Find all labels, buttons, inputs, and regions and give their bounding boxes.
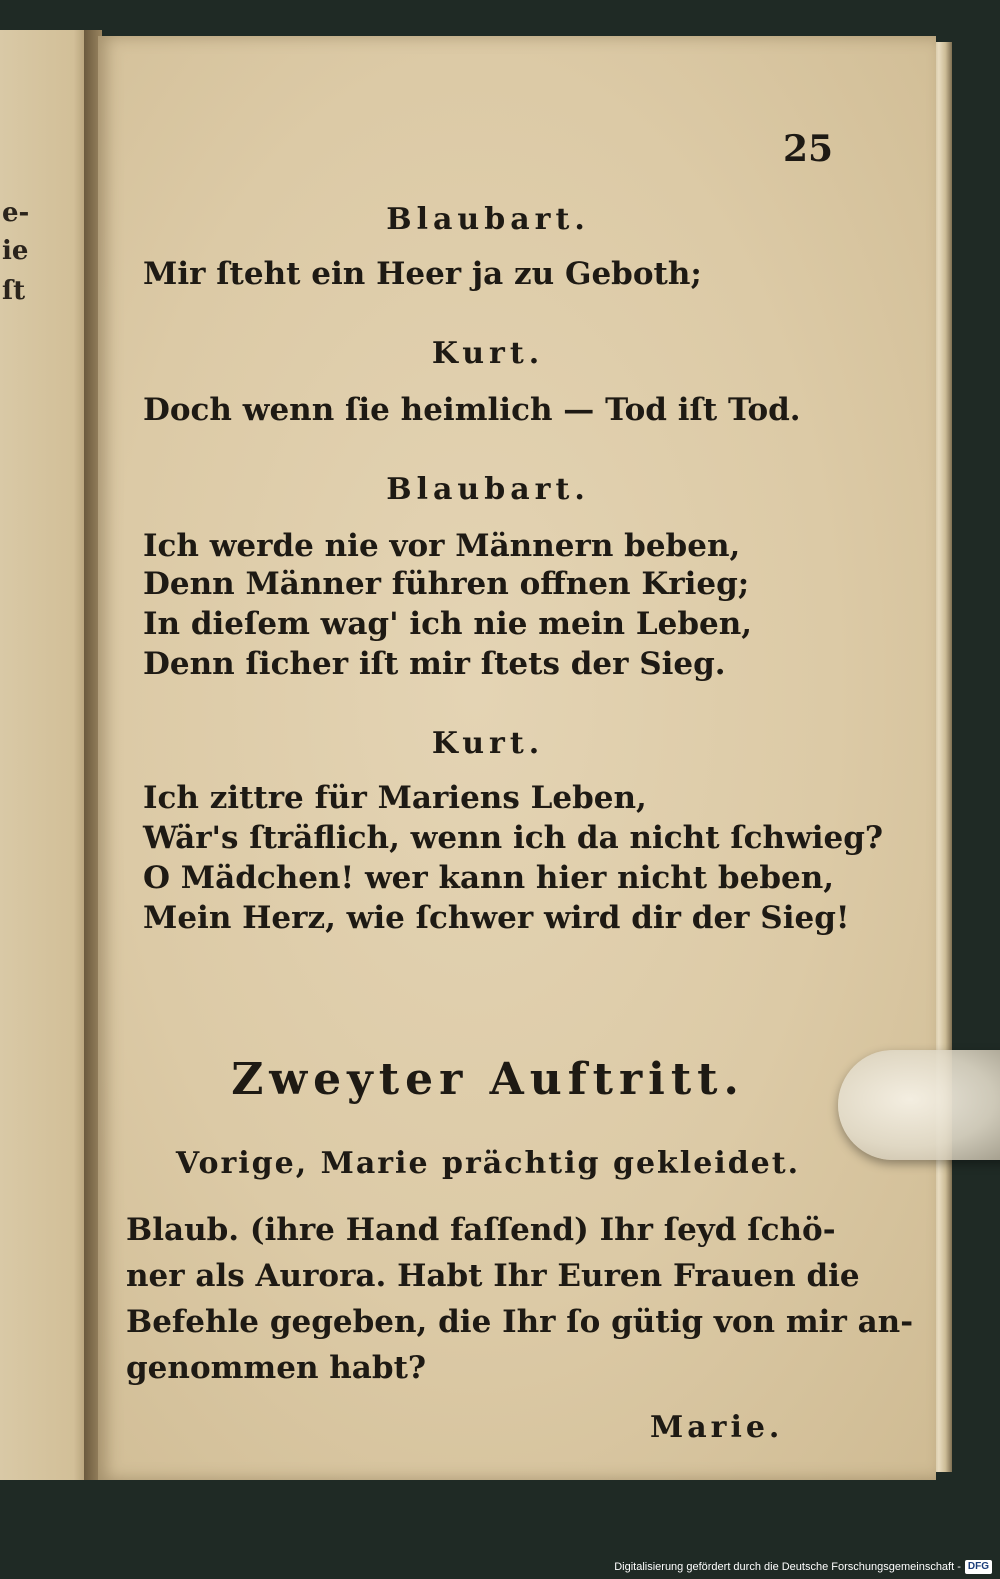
prose-line: ner als Aurora. Habt Ihr Euren Frauen die (126, 1258, 860, 1294)
verse-line: Denn Männer führen offnen Krieg; (143, 566, 750, 602)
left-page-edge (0, 30, 92, 1480)
verse-line: In dieſem wag' ich nie mein Leben, (143, 606, 753, 642)
verse-line: Denn ſicher iſt mir ſtets der Sieg. (143, 646, 726, 682)
verse-line: Ich werde nie vor Männern beben, (143, 528, 741, 564)
left-page-fragment: ſt (2, 276, 26, 306)
scene-heading: Zweyter Auftritt. (231, 1054, 745, 1105)
book-page (98, 36, 936, 1480)
verse-line: Doch wenn ſie heimlich — Tod iſt Tod. (143, 392, 801, 428)
prose-line: Blaub. (ihre Hand faſſend) Ihr ſeyd ſchö- (126, 1212, 836, 1248)
prose-line: genommen habt? (126, 1350, 427, 1386)
left-page-fragment: e- (2, 198, 30, 228)
speaker-label: Kurt. (431, 726, 545, 761)
footer (614, 1559, 992, 1575)
verse-line: Mein Herz, wie ſchwer wird dir der Sieg! (143, 900, 850, 936)
dfg-logo: DFG (965, 1560, 992, 1574)
speaker-label: Blaubart. (386, 472, 590, 507)
speaker-label: Blaubart. (386, 202, 590, 237)
speaker-label: Kurt. (431, 336, 545, 371)
page-clip-thumb (838, 1050, 1000, 1160)
verse-line: Wär's ſträflich, wenn ich da nicht ſchwieg? (143, 820, 884, 856)
verse-line: Mir ſteht ein Heer ja zu Geboth; (143, 256, 702, 292)
page-number: 25 (783, 128, 834, 170)
left-page-fragment: ie (2, 236, 29, 266)
footer-text: Digitalisierung gefördert durch die Deutsche Forschungsgemeinschaft - (614, 1561, 961, 1573)
verse-line: O Mädchen! wer kann hier nicht beben, (143, 860, 835, 896)
catchword: Marie. (650, 1410, 784, 1445)
prose-line: Befehle gegeben, die Ihr ſo gütig von mir an- (126, 1304, 914, 1340)
stage-direction: Vorige, Marie prächtig gekleidet. (175, 1146, 801, 1181)
verse-line: Ich zittre für Mariens Leben, (143, 780, 647, 816)
